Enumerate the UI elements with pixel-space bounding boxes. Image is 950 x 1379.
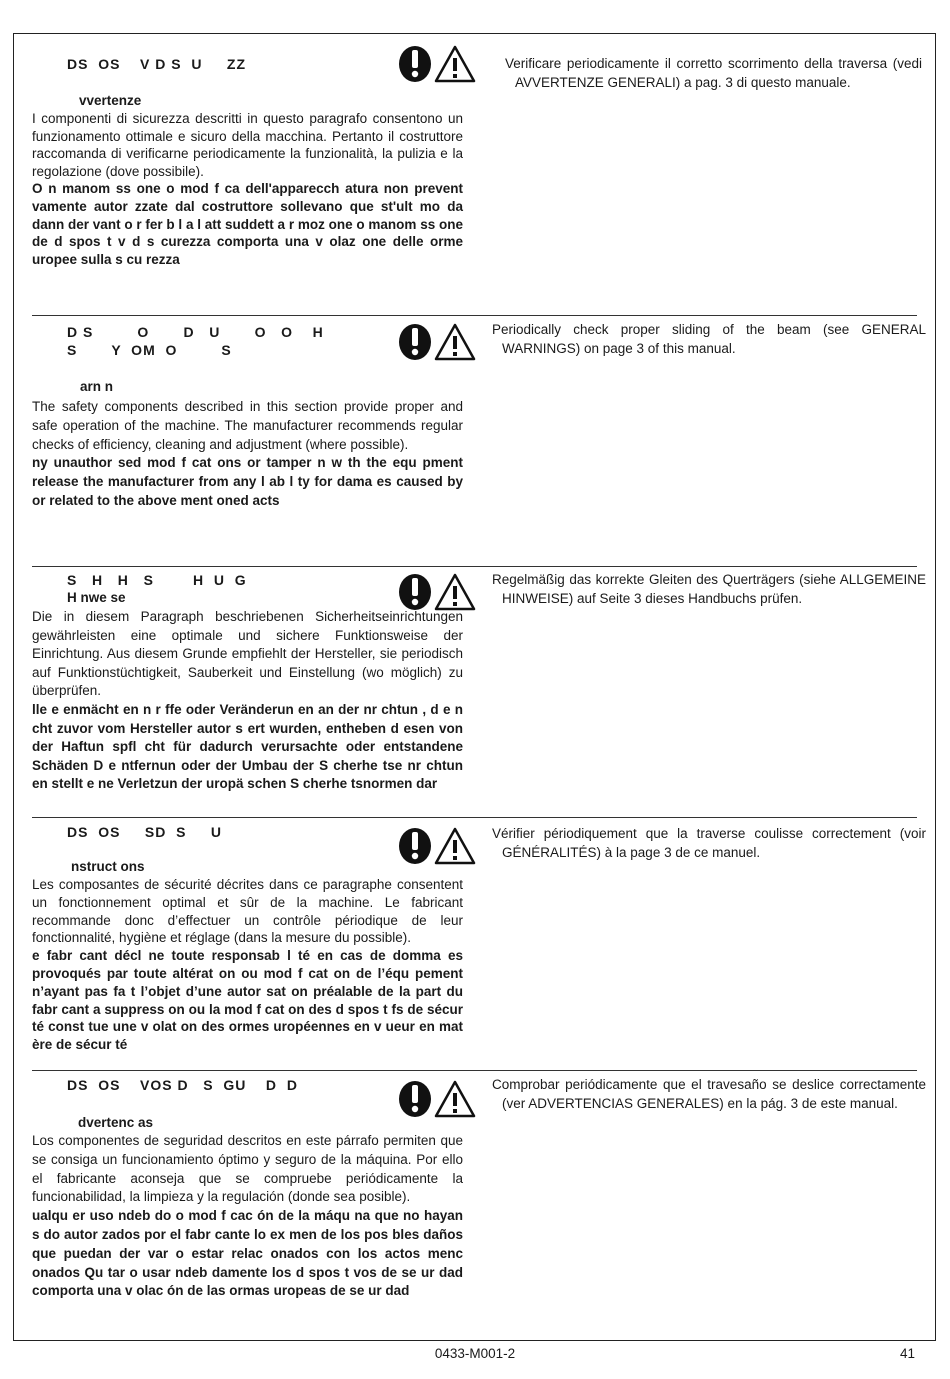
section-text xyxy=(32,110,463,268)
warning-paragraph: ualqu er uso ndeb do o mod f cac ón de la máqu na que no hayan s do autor zados por el fabr cante lo ex men de los pos bles daños que puedan der var o estar relac onados con los actos menc onados Qu tar o usar ndeb damente los d spos t vos de se ur dad comporta una v olac ón de las ormas uropeas de se ur dad xyxy=(32,1208,463,1299)
warning-paragraph: e fabr cant décl ne toute responsab l té en cas de domma es provoqués par toute altérat on ou mod f cat on de l’équ pement n’ayant pas fa t l’objet d’une autor sat on préalable de la part du fabr cant a suppress on ou la mod f cat on des d spos t fs de sécur té const tue une v olat on des ormes uropéennes en v ueur en mat ère de sécur té xyxy=(32,948,463,1053)
body-paragraph: Les composantes de sécurité décrites dans ce paragraphe consentent un fonctionnement optimal et sûr de la machine. Le fabricant recommande donc d’effectuer un contrôle périodique de leur fonctionnalité, hygiène et réglage (dans la mesure du possible). xyxy=(32,877,463,946)
right-column-text: Periodically check proper sliding of the beam (see GENERAL WARNINGS) on page 3 of this manual. xyxy=(492,322,926,356)
warning-triangle-icon xyxy=(436,325,474,359)
exclamation-icon xyxy=(399,574,431,610)
warning-icons xyxy=(396,572,476,612)
body-paragraph: Die in diesem Paragraph beschriebenen Sicherheitseinrichtungen gewährleisten eine optimale und sichere Funktionsweise der Einrichtung. Aus diesem Grunde empfiehlt der Hersteller, sie periodisch auf Funktionstüchtigkeit, Sauberkeit und Einstellung (wo möglich) zu überprüfen. xyxy=(32,609,463,699)
section-title: D S O D U O O H S Y OM O S xyxy=(67,324,324,358)
right-column-text: Verificare periodicamente il corretto scorrimento della traversa (vedi AVVERTENZE GENERALI) a pag. 3 di questo manuale. xyxy=(505,56,922,90)
warning-triangle-icon xyxy=(436,829,474,863)
body-paragraph: I componenti di sicurezza descritti in questo paragrafo consentono un funzionamento ottimale e sicuro della macchina. Pertanto il costruttore raccomanda di verificarne periodicamente la funzionalità, la pulizia e la regolazione (dove possibile). xyxy=(32,111,463,179)
warning-paragraph: O n manom ss one o mod f ca dell'apparecch atura non prevent vamente autor zzate dal costruttore sollevano que st'ult mo da dann der vant o r fer b l a l att suddett a r moz one o manom ss one de d spos t v d s curezza comporta una v olaz one delle orme uropee sulla s cu rezza xyxy=(32,181,463,267)
warning-icons xyxy=(396,826,476,866)
section-title: S H H S H U G xyxy=(67,572,247,588)
section-divider xyxy=(32,315,917,316)
warning-paragraph: ny unauthor sed mod f cat ons or tamper n w th the equ pment release the manufacturer from any l ab l ty for dama es caused by or related to the above ment oned acts xyxy=(32,455,463,508)
section-divider xyxy=(32,566,917,567)
section-text xyxy=(32,876,463,1054)
warning-icons xyxy=(396,1079,476,1119)
exclamation-icon xyxy=(399,828,431,864)
document-code: 0433-M001-2 xyxy=(434,1346,516,1361)
section-french xyxy=(32,820,926,1072)
section-spanish xyxy=(32,1073,926,1341)
warning-triangle-icon xyxy=(436,47,474,81)
section-label: nstruct ons xyxy=(71,859,145,874)
section-text xyxy=(32,398,463,511)
warning-triangle-icon xyxy=(436,1082,474,1116)
section-label: arn n xyxy=(80,379,114,394)
exclamation-icon xyxy=(399,324,431,360)
right-column-text: Comprobar periódicamente que el travesaño se deslice correctamente (ver ADVERTENCIAS GENERALES) en la pág. 3 de este manual. xyxy=(492,1077,926,1111)
section-title: DS OS VOS D S GU D D xyxy=(67,1077,298,1093)
warning-icons xyxy=(396,44,476,84)
exclamation-icon xyxy=(399,46,431,82)
section-label: vvertenze xyxy=(79,93,142,108)
warning-paragraph: lle e enmächt en n r ffe oder Veränderun en an der nr chtun , d e n cht zuvor vom Hersteller autor s ert wurden, entheben d esen von der Haftun spfl cht für dadurch verursachte oder entstandene Schäden D e ntfernun oder der Umbau der S cherhe tse nr chtun en stellt e ne Verletzun der uropä schen S cherhe tsnormen dar xyxy=(32,701,463,792)
section-label: dvertenc as xyxy=(78,1115,154,1130)
section-title: DS OS SD S U xyxy=(67,824,223,840)
body-paragraph: Los componentes de seguridad descritos en este párrafo permiten que se consiga un funcionamiento óptimo y seguro de la máquina. Por ello el fabricante aconseja que se compruebe periódicamente la funcionabilidad, la limpieza y la regulación (donde sea posible). xyxy=(32,1133,463,1205)
section-title: DS OS V D S U ZZ xyxy=(67,56,247,72)
page-number: 41 xyxy=(900,1346,916,1361)
warning-triangle-icon xyxy=(436,575,474,609)
warning-icons xyxy=(396,322,476,362)
right-column-text: Regelmäßig das korrekte Gleiten des Querträgers (siehe ALLGEMEINE HINWEISE) auf Seite 3 dieses Handbuchs prüfen. xyxy=(492,572,926,606)
section-divider xyxy=(32,1070,917,1071)
exclamation-icon xyxy=(399,1081,431,1117)
right-column-text: Vérifier périodiquement que la traverse coulisse correctement (voir GÉNÉRALITÉS) à la page 3 de ce manuel. xyxy=(492,826,926,860)
section-text xyxy=(32,608,463,794)
section-italian xyxy=(32,50,922,312)
section-divider xyxy=(32,817,917,818)
section-label: H nwe se xyxy=(67,590,126,605)
section-english xyxy=(32,318,926,563)
body-paragraph: The safety components described in this section provide proper and safe operation of the machine. The manufacturer recommends regular checks of efficiency, cleaning and adjustment (where possible). xyxy=(32,399,463,452)
section-german xyxy=(32,568,926,816)
section-text xyxy=(32,1132,463,1301)
